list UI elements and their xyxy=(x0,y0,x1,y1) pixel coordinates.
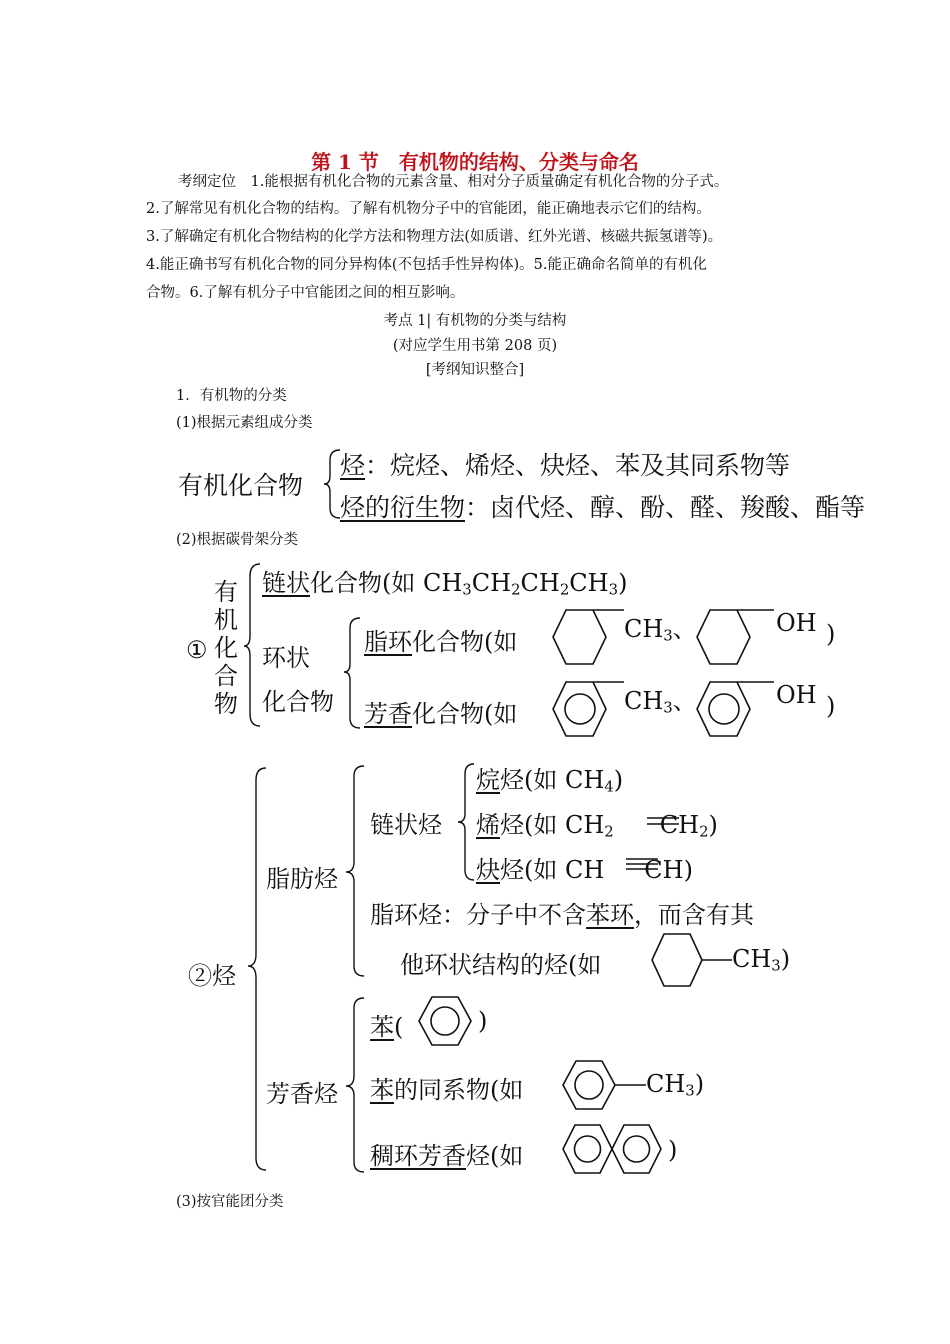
vertical-char: 合 xyxy=(214,662,238,690)
hydrocarbon-examples: ：烷烃、烯烃、炔烃、苯及其同系物等 xyxy=(365,451,791,480)
alicyclic-term: 脂环 xyxy=(364,628,412,656)
page-reference: (对应学生用书第 208 页) xyxy=(392,338,558,354)
formula-part: CH xyxy=(520,569,560,597)
hydrocarbon-root: 烃 xyxy=(212,962,236,990)
section-label: [考纲知识整合] xyxy=(425,362,525,378)
subscript: 3 xyxy=(608,580,619,599)
cyclohexane-ring-icon xyxy=(553,610,606,664)
open-paren: ( xyxy=(394,1013,404,1041)
brace-5 xyxy=(344,762,368,980)
aromatic-circle xyxy=(709,694,739,724)
benzene-ring-icon xyxy=(697,682,750,736)
oh-text: OH xyxy=(776,609,817,637)
close-paren: ) xyxy=(780,945,791,973)
derivative-term: 烃的衍生物 xyxy=(340,493,466,522)
subscript: 2 xyxy=(559,580,570,599)
organic-compound-label: 有机化合物 xyxy=(178,471,304,500)
fused-ring-term: 稠环芳香 xyxy=(370,1142,466,1170)
benzene-line xyxy=(370,1007,403,1042)
subheading-by-skeleton: (2)根据碳骨架分类 xyxy=(176,532,299,548)
hydrocarbon-term: 烃 xyxy=(340,451,366,480)
alicyclic-hydrocarbon-line2: 他环状结构的烃(如 xyxy=(400,951,602,979)
vertical-char: 物 xyxy=(214,690,238,718)
aromatic-circle xyxy=(431,1007,459,1035)
ch3-text: CH xyxy=(624,687,664,715)
benzene-term: 苯 xyxy=(370,1013,394,1041)
formula-part: CH xyxy=(569,569,609,597)
alicyclic-compound-line xyxy=(364,622,517,657)
subheading-classification: 1．有机物的分类 xyxy=(176,388,287,404)
circled-number-1: ① xyxy=(186,636,208,664)
benzene-ring-term: 苯环 xyxy=(586,901,634,929)
hydroxyl-label xyxy=(776,609,817,637)
methyl-label xyxy=(732,945,790,975)
subscript: 2 xyxy=(604,822,614,841)
alkane-example: 烃(如 CH xyxy=(500,766,605,794)
vertical-char: 机 xyxy=(214,606,238,634)
syllabus-line-3: 3.了解确定有机化合物结构的化学方法和物理方法(如质谱、红外光谱、核磁共振氢谱等)。 xyxy=(146,229,723,245)
benzene-homolog-line xyxy=(370,1070,523,1105)
triple-bond-icon xyxy=(624,856,660,872)
subheading-by-functional-group: (3)按官能团分类 xyxy=(176,1194,284,1210)
chain-hydrocarbon-label: 链状烃 xyxy=(370,811,442,839)
close-paren: ) xyxy=(826,620,836,648)
aromatic-circle xyxy=(624,1136,650,1162)
syllabus-line-4: 4.能正确书写有机化合物的同分异构体(不包括手性异构体)。5.能正确命名简单的有机化 xyxy=(146,257,707,273)
benzene-ring-icon xyxy=(612,1125,661,1173)
alkyne-tail: CH) xyxy=(644,856,693,884)
brace-7 xyxy=(344,994,368,1176)
number-text: ② xyxy=(188,962,212,990)
alicyclic-hydrocarbon-line1 xyxy=(370,895,754,930)
subheading-by-element: (1)根据元素组成分类 xyxy=(176,415,313,431)
toluene-structure xyxy=(558,1058,658,1114)
page-title: 第 1 节 有机物的结构、分类与命名 xyxy=(311,150,639,174)
close-paren: ) xyxy=(478,1007,488,1035)
cyclohexane-ring-icon xyxy=(652,934,702,986)
derivative-line xyxy=(340,488,865,524)
homolog-example: 的同系物(如 xyxy=(394,1076,524,1104)
ch3-text: CH xyxy=(732,945,772,973)
syllabus-line-5: 合物。6.了解有机分子中官能团之间的相互影响。 xyxy=(146,285,465,301)
alkyne-term: 炔 xyxy=(476,856,500,884)
syllabus-line-2: 2.了解常见有机化合物的结构。了解有机物分子中的官能团，能正确地表示它们的结构。 xyxy=(146,201,711,217)
oh-text: OH xyxy=(776,681,817,709)
alkene-example: 烃(如 CH xyxy=(500,811,605,839)
naphthalene-structure xyxy=(558,1122,668,1178)
derivative-examples: ：卤代烃、醇、酚、醛、羧酸、酯等 xyxy=(465,493,866,522)
alkane-line xyxy=(476,760,623,796)
alkyne-line xyxy=(476,850,693,885)
syllabus-line-1: 考纲定位 1.能根据有机化合物的元素含量、相对分子质量确定有机化合物的分子式。 xyxy=(178,174,729,190)
fused-ring-line xyxy=(370,1136,523,1171)
close-paren: ) xyxy=(668,1136,678,1164)
close-paren: ) xyxy=(613,766,624,794)
close-paren: ) xyxy=(708,811,718,839)
aromatic-hydrocarbon-label: 芳香烃 xyxy=(266,1080,338,1108)
alkene-line xyxy=(476,805,718,841)
close-paren: ) xyxy=(826,692,836,720)
aromatic-circle xyxy=(565,694,595,724)
subscript: 2 xyxy=(699,822,709,841)
kaodian-heading: 考点 1| 有机物的分类与结构 xyxy=(383,313,567,329)
vertical-char: 有 xyxy=(214,578,238,606)
double-bond-icon xyxy=(645,814,681,828)
aromatic-circle xyxy=(575,1136,601,1162)
benzene-ring-icon xyxy=(419,997,471,1045)
benzene-ring-icon xyxy=(553,682,606,736)
alicyclic-text: 脂环烃：分子中不含 xyxy=(370,901,586,929)
chain-term: 链状 xyxy=(262,569,310,597)
separator: 、 xyxy=(672,615,697,643)
ch3-text: CH xyxy=(624,615,664,643)
fused-ring-example: 烃(如 xyxy=(466,1142,524,1170)
alkyne-example: 烃(如 CH xyxy=(500,856,605,884)
formula-part: ) xyxy=(618,569,628,597)
brace-6 xyxy=(456,760,478,884)
vertical-char: 化 xyxy=(214,634,238,662)
close-paren: ) xyxy=(694,1070,705,1098)
aromatic-compound-line xyxy=(364,694,517,729)
aromatic-term: 芳香 xyxy=(364,700,412,728)
separator: 、 xyxy=(672,687,697,715)
benzene-structure xyxy=(414,994,478,1050)
chain-example: 化合物(如 CH xyxy=(310,569,463,597)
subscript: 3 xyxy=(663,698,673,717)
formula-part: CH xyxy=(471,569,512,597)
methyl-label xyxy=(624,609,697,645)
brace-2 xyxy=(242,560,264,730)
benzene-ring-icon xyxy=(563,1125,612,1173)
ch3-text: CH xyxy=(646,1070,686,1098)
circled-number-2 xyxy=(188,956,236,991)
organic-compound-vertical xyxy=(214,578,240,718)
aromatic-circle xyxy=(575,1071,603,1099)
hydroxyl-label xyxy=(776,681,817,709)
ring-compound-label-2: 化合物 xyxy=(262,688,334,716)
subscript: 3 xyxy=(771,956,781,975)
benzene-ring-icon xyxy=(563,1061,615,1109)
chain-compound-line xyxy=(262,563,627,599)
subscript: 3 xyxy=(663,626,673,645)
brace-3 xyxy=(342,614,364,732)
hydrocarbon-line xyxy=(340,446,790,482)
cyclohexane-ring-icon xyxy=(697,610,750,664)
aliphatic-label: 脂肪烃 xyxy=(266,865,338,893)
methyl-label xyxy=(646,1070,704,1100)
subscript: 3 xyxy=(462,580,472,599)
alicyclic-example: 化合物(如 xyxy=(412,628,518,656)
subscript: 4 xyxy=(604,777,614,796)
alicyclic-text-tail: ，而含有其 xyxy=(634,901,754,929)
alkane-term: 烷 xyxy=(476,766,500,794)
alkene-term: 烯 xyxy=(476,811,500,839)
methyl-label xyxy=(624,681,697,717)
methylcyclohexane-structure xyxy=(644,930,744,990)
subscript: 3 xyxy=(685,1081,695,1100)
aromatic-example: 化合物(如 xyxy=(412,700,518,728)
brace-4 xyxy=(246,764,270,1174)
homolog-term: 苯 xyxy=(370,1076,394,1104)
ring-compound-label-1: 环状 xyxy=(262,644,310,672)
alkene-tail: CH xyxy=(659,811,700,839)
subscript: 2 xyxy=(511,580,521,599)
